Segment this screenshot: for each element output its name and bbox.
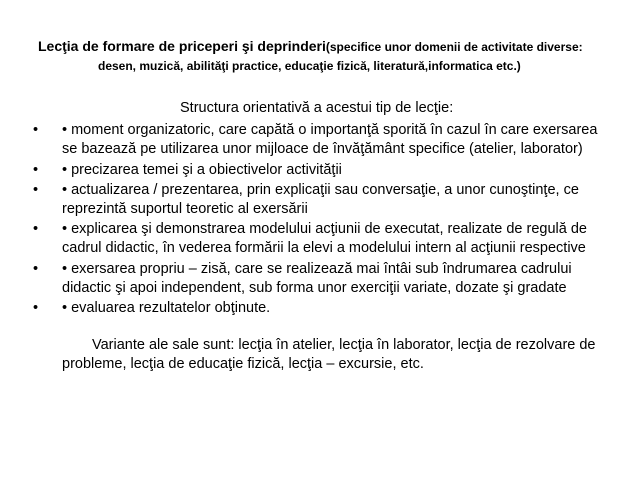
bullet-text: • explicarea şi demonstrarea modelului acţiunii de executat, realizate de regulă de cadrul didactic, în vederea formării la elevi a modelului intern al acţiunii respective — [62, 221, 587, 257]
bullet-item — [0, 260, 638, 298]
bullet-icon: • — [33, 221, 39, 238]
bullet-icon: • — [33, 161, 39, 178]
intro-text: Structura orientativă a acestui tip de lecţie: — [180, 100, 454, 116]
bullet-text: • precizarea temei şi a obiectivelor activităţii — [62, 161, 342, 178]
bullet-text: • actualizarea / prezentarea, prin explicaţii sau conversaţie, a unor cunoştinţe, ce reprezintă suportul teoretic al exersării — [62, 181, 579, 218]
title-line-1 — [38, 37, 618, 57]
slide-body — [0, 99, 638, 375]
bullet-icon: • — [33, 122, 39, 139]
variants-paragraph: Variante ale sale sunt: lecţia în atelier, lecţia în laborator, lecţia de rezolvare de probleme, lecţia de educaţie fizică, lecţia – excursie, etc. — [62, 337, 596, 373]
title-subtitle-part-1: (specifice unor domenii de activitate diverse: — [325, 40, 583, 54]
bullet-item — [0, 161, 638, 180]
slide-title — [38, 37, 618, 76]
bullet-text: • evaluarea rezultatelor obţinute. — [62, 300, 271, 317]
bullet-icon: • — [33, 260, 39, 277]
title-main: Lecţia de formare de priceperi şi deprinderi — [38, 38, 326, 54]
bullet-text: • moment organizatoric, care capătă o importanţă sporită în cazul în care exersarea se bazează pe utilizarea unor mijloace de învăţământ specifice (atelier, laborator) — [62, 122, 598, 158]
title-subtitle-part-2: desen, muzică, abilităţi practice, educaţie fizică, literatură,informatica etc.) — [98, 59, 521, 73]
bullet-item — [0, 220, 638, 258]
bullet-item — [0, 121, 638, 159]
bullet-icon: • — [33, 300, 39, 317]
bullet-item — [0, 181, 638, 219]
bullet-icon: • — [33, 181, 39, 198]
bullet-list — [0, 121, 638, 318]
bullet-item — [0, 299, 638, 318]
bullet-text: • exersarea propriu – zisă, care se realizează mai întâi sub îndrumarea cadrului didactic şi apoi independent, sub forma unor exerciţii variate, dozate şi gradate — [62, 260, 572, 296]
